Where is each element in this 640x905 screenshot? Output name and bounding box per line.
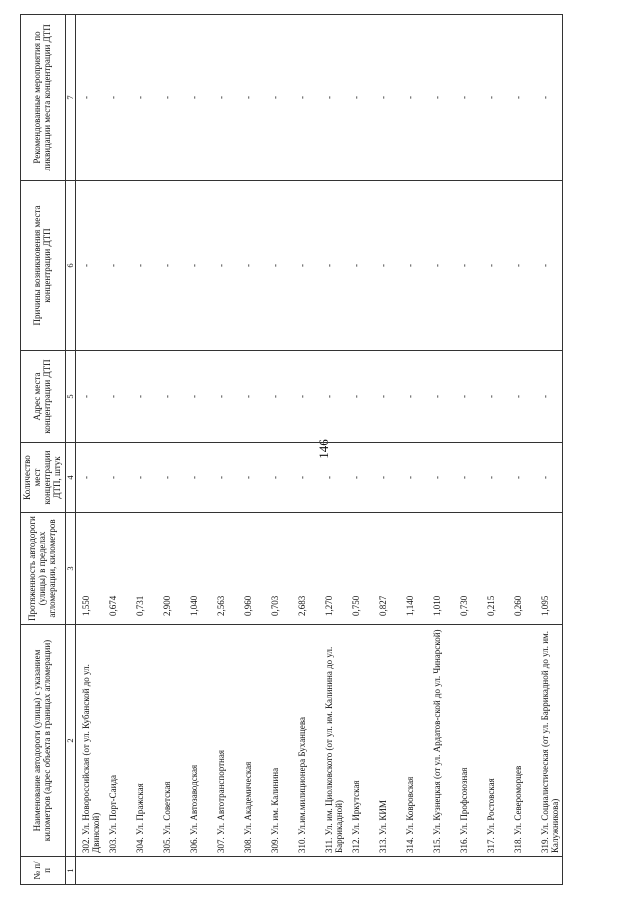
address-cell: - — [346, 351, 373, 443]
cause-cell: - — [319, 181, 346, 351]
measures-cell: - — [373, 15, 400, 181]
road-name-cell: 317. Ул. Ростовская — [481, 625, 508, 857]
count-cell: - — [292, 443, 319, 513]
address-cell: - — [75, 351, 103, 443]
col-number: 2 — [65, 625, 75, 857]
table-row — [75, 15, 103, 885]
cause-cell: - — [454, 181, 481, 351]
col-number: 3 — [65, 513, 75, 625]
no-cell — [157, 857, 184, 885]
address-cell: - — [130, 351, 157, 443]
road-name-cell: 308. Ул. Академическая — [238, 625, 265, 857]
address-cell: - — [292, 351, 319, 443]
measures-cell: - — [454, 15, 481, 181]
col-number: 5 — [65, 351, 75, 443]
table-row — [454, 15, 481, 885]
header-causes: Причины возникновения места концентрации ДТП — [21, 181, 66, 351]
length-cell: 0,827 — [373, 513, 400, 625]
header-no: № п/п — [21, 857, 66, 885]
table-row — [319, 15, 346, 885]
length-cell: 2,900 — [157, 513, 184, 625]
table-row — [292, 15, 319, 885]
cause-cell: - — [373, 181, 400, 351]
table-row — [400, 15, 427, 885]
cause-cell: - — [535, 181, 563, 351]
measures-cell: - — [481, 15, 508, 181]
length-cell: 0,674 — [103, 513, 130, 625]
length-cell: 0,960 — [238, 513, 265, 625]
cause-cell: - — [292, 181, 319, 351]
address-cell: - — [238, 351, 265, 443]
road-name-cell: 319. Ул. Социалистическая (от ул. Баррикадной до ул. им. Калужникова) — [535, 625, 563, 857]
cause-cell: - — [157, 181, 184, 351]
road-name-cell: 306. Ул. Автозаводская — [184, 625, 211, 857]
count-cell: - — [346, 443, 373, 513]
no-cell — [481, 857, 508, 885]
length-cell: 0,750 — [346, 513, 373, 625]
address-cell: - — [157, 351, 184, 443]
measures-cell: - — [400, 15, 427, 181]
address-cell: - — [103, 351, 130, 443]
address-cell: - — [265, 351, 292, 443]
no-cell — [400, 857, 427, 885]
table-row — [130, 15, 157, 885]
count-cell: - — [211, 443, 238, 513]
cause-cell: - — [184, 181, 211, 351]
no-cell — [103, 857, 130, 885]
length-cell: 0,703 — [265, 513, 292, 625]
measures-cell: - — [103, 15, 130, 181]
no-cell — [238, 857, 265, 885]
length-cell: 0,730 — [454, 513, 481, 625]
road-name-cell: 312. Ул. Иркутская — [346, 625, 373, 857]
address-cell: - — [211, 351, 238, 443]
no-cell — [75, 857, 103, 885]
count-cell: - — [481, 443, 508, 513]
table-row — [481, 15, 508, 885]
cause-cell: - — [75, 181, 103, 351]
measures-cell: - — [508, 15, 535, 181]
measures-cell: - — [292, 15, 319, 181]
length-cell: 1,010 — [427, 513, 454, 625]
no-cell — [184, 857, 211, 885]
no-cell — [427, 857, 454, 885]
road-name-cell: 303. Ул. Порт-Саида — [103, 625, 130, 857]
road-name-cell: 305. Ул. Советская — [157, 625, 184, 857]
page-number: 146 — [316, 439, 331, 459]
table-row — [265, 15, 292, 885]
no-cell — [211, 857, 238, 885]
measures-cell: - — [211, 15, 238, 181]
no-cell — [292, 857, 319, 885]
cause-cell: - — [238, 181, 265, 351]
no-cell — [130, 857, 157, 885]
measures-cell: - — [535, 15, 563, 181]
length-cell: 0,260 — [508, 513, 535, 625]
count-cell: - — [238, 443, 265, 513]
address-cell: - — [454, 351, 481, 443]
measures-cell: - — [157, 15, 184, 181]
address-cell: - — [508, 351, 535, 443]
measures-cell: - — [427, 15, 454, 181]
length-cell: 0,731 — [130, 513, 157, 625]
road-name-cell: 316. Ул. Профсоюзная — [454, 625, 481, 857]
address-cell: - — [184, 351, 211, 443]
length-cell: 2,563 — [211, 513, 238, 625]
col-number: 1 — [65, 857, 75, 885]
road-name-cell: 304. Ул. Пражская — [130, 625, 157, 857]
dtp-table — [20, 14, 563, 885]
table-row — [427, 15, 454, 885]
measures-cell: - — [184, 15, 211, 181]
length-cell: 2,683 — [292, 513, 319, 625]
count-cell: - — [265, 443, 292, 513]
header-measures: Рекомендованные мероприятия по ликвидации места концентрации ДТП — [21, 15, 66, 181]
header-row — [21, 15, 66, 885]
table-row — [157, 15, 184, 885]
cause-cell: - — [130, 181, 157, 351]
measures-cell: - — [130, 15, 157, 181]
table-row — [211, 15, 238, 885]
road-name-cell: 309. Ул. им. Калинина — [265, 625, 292, 857]
count-cell: - — [400, 443, 427, 513]
cause-cell: - — [211, 181, 238, 351]
cause-cell: - — [400, 181, 427, 351]
cause-cell: - — [346, 181, 373, 351]
length-cell: 1,270 — [319, 513, 346, 625]
header-length: Протяженность автодороги (улицы) в пределах агломерации, километров — [21, 513, 66, 625]
table-row — [103, 15, 130, 885]
road-name-cell: 311. Ул. им. Циолковского (от ул. им. Калинина до ул. Баррикадной) — [319, 625, 346, 857]
length-cell: 1,040 — [184, 513, 211, 625]
col-number: 6 — [65, 181, 75, 351]
no-cell — [454, 857, 481, 885]
length-cell: 0,215 — [481, 513, 508, 625]
count-cell: - — [454, 443, 481, 513]
count-cell: - — [130, 443, 157, 513]
measures-cell: - — [238, 15, 265, 181]
table-row — [184, 15, 211, 885]
no-cell — [508, 857, 535, 885]
count-cell: - — [535, 443, 563, 513]
table-body — [75, 15, 562, 885]
length-cell: 1,550 — [75, 513, 103, 625]
length-cell: 1,095 — [535, 513, 563, 625]
measures-cell: - — [346, 15, 373, 181]
col-number: 4 — [65, 443, 75, 513]
cause-cell: - — [265, 181, 292, 351]
no-cell — [373, 857, 400, 885]
address-cell: - — [481, 351, 508, 443]
table-row — [373, 15, 400, 885]
address-cell: - — [400, 351, 427, 443]
address-cell: - — [427, 351, 454, 443]
no-cell — [265, 857, 292, 885]
measures-cell: - — [265, 15, 292, 181]
count-cell: - — [103, 443, 130, 513]
road-name-cell: 307. Ул. Автотранспортная — [211, 625, 238, 857]
count-cell: - — [75, 443, 103, 513]
header-road-name: Наименование автодороги (улицы) с указанием километров (адрес объекта в границах агломерации) — [21, 625, 66, 857]
count-cell: - — [157, 443, 184, 513]
cause-cell: - — [481, 181, 508, 351]
measures-cell: - — [75, 15, 103, 181]
cause-cell: - — [427, 181, 454, 351]
no-cell — [346, 857, 373, 885]
address-cell: - — [319, 351, 346, 443]
road-name-cell: 315. Ул. Кузнецкая (от ул. Ардатов-ской до ул. Чинарской) — [427, 625, 454, 857]
cause-cell: - — [103, 181, 130, 351]
header-count: Количество мест концентрации ДТП, штук — [21, 443, 66, 513]
road-name-cell: 310. Ул.им.милиционера Буханцева — [292, 625, 319, 857]
count-cell: - — [427, 443, 454, 513]
length-cell: 1,140 — [400, 513, 427, 625]
table-row — [238, 15, 265, 885]
road-name-cell: 318. Ул. Североморцев — [508, 625, 535, 857]
cause-cell: - — [508, 181, 535, 351]
table-row — [535, 15, 563, 885]
column-number-row — [65, 15, 75, 885]
no-cell — [535, 857, 563, 885]
table-row — [508, 15, 535, 885]
road-name-cell: 314. Ул. Ковровская — [400, 625, 427, 857]
rotated-table-container — [20, 15, 620, 885]
road-name-cell: 302. Ул. Новороссийская (от ул. Кубанской до ул. Двинской) — [75, 625, 103, 857]
col-number: 7 — [65, 15, 75, 181]
count-cell: - — [373, 443, 400, 513]
measures-cell: - — [319, 15, 346, 181]
count-cell: - — [319, 443, 346, 513]
header-address: Адрес места концентрации ДТП — [21, 351, 66, 443]
count-cell: - — [508, 443, 535, 513]
address-cell: - — [373, 351, 400, 443]
table-row — [346, 15, 373, 885]
road-name-cell: 313. Ул. КИМ — [373, 625, 400, 857]
no-cell — [319, 857, 346, 885]
count-cell: - — [184, 443, 211, 513]
address-cell: - — [535, 351, 563, 443]
